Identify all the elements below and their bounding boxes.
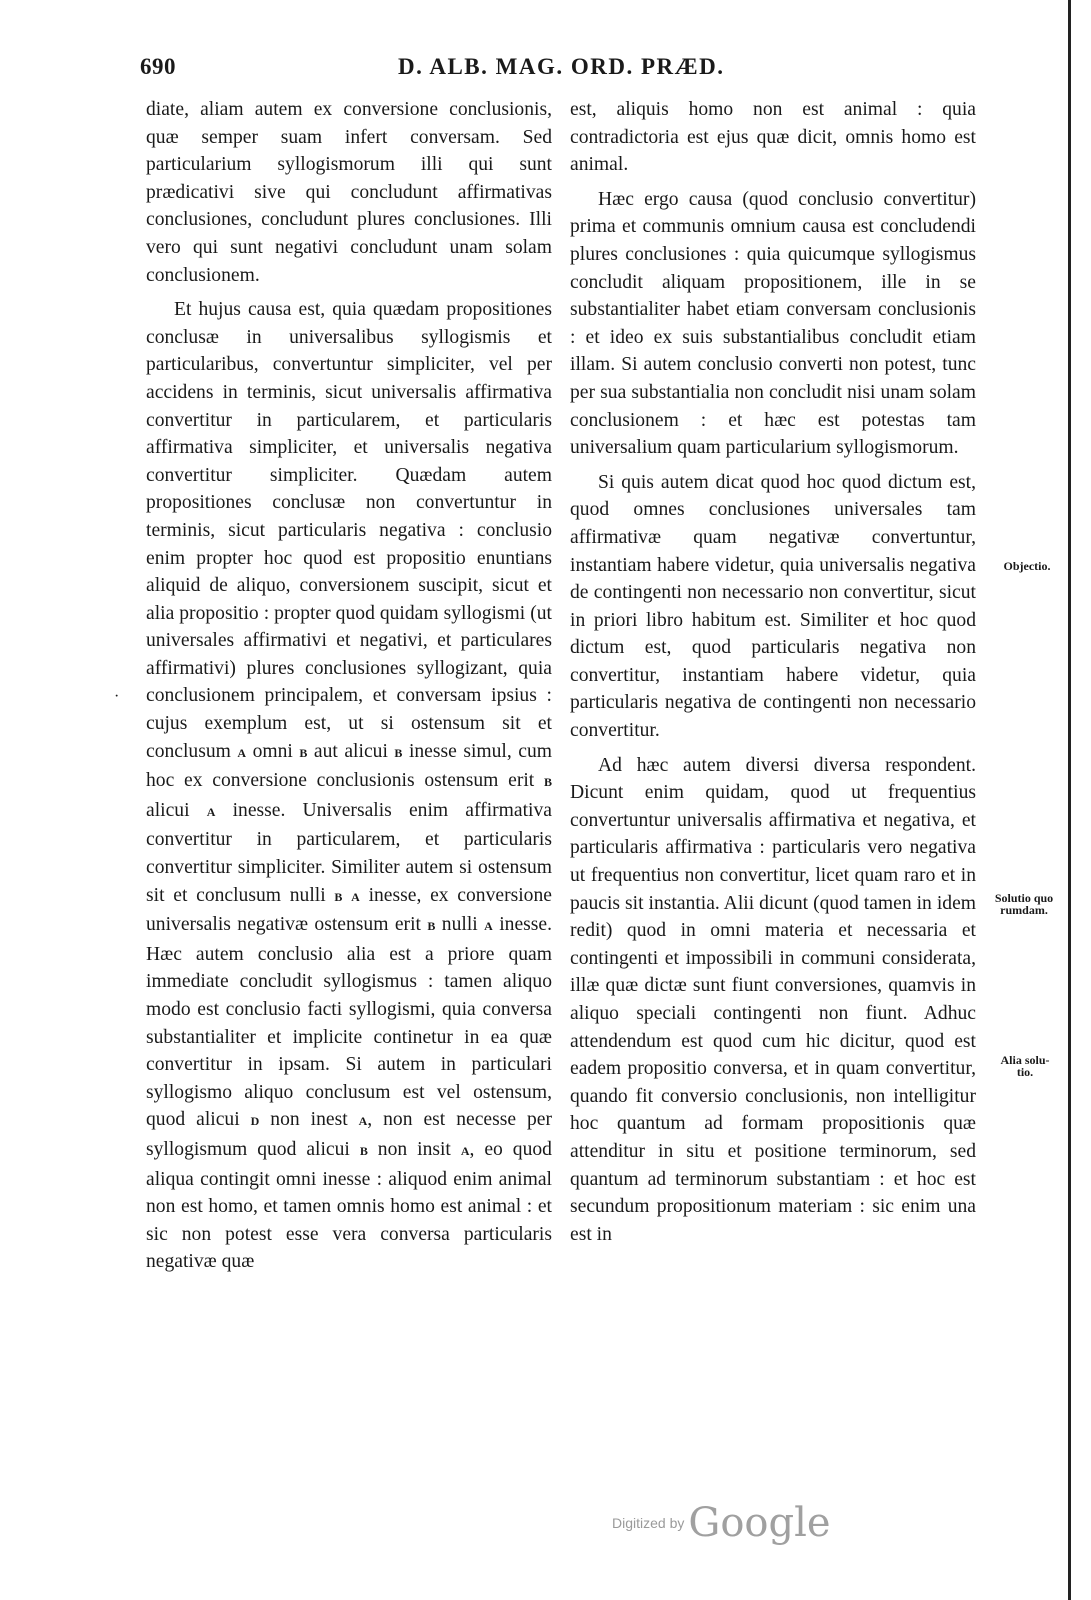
letter-b: B	[427, 919, 436, 934]
letter-a: A	[358, 1114, 368, 1129]
digitized-by-label: Digitized by	[612, 1515, 685, 1531]
letter-a: A	[237, 745, 247, 760]
margin-note-alia	[990, 1054, 1060, 1078]
letter-b: B	[359, 1143, 368, 1158]
running-head: D. ALB. MAG. ORD. PRÆD.	[398, 54, 725, 79]
margin-note-line: Alia solu-	[1000, 1053, 1050, 1067]
letter-a: A	[484, 919, 493, 934]
margin-note-objectio: Objectio.	[1003, 559, 1051, 573]
text-run: inesse simul, cum hoc ex conversione conclusionis ostensum erit	[146, 740, 553, 792]
letter-b: B	[299, 745, 308, 760]
margin-note-line: Solutio quo	[994, 891, 1054, 905]
text-run: non inest	[270, 1109, 348, 1131]
right-column	[570, 96, 976, 1255]
text-run: nulli	[441, 914, 478, 936]
margin-dot: ·	[114, 688, 120, 705]
text-run: inesse, ex conversione universalis negativæ ostensum erit	[146, 884, 552, 936]
text-run: alicui	[146, 799, 190, 821]
letter-b: B	[543, 775, 552, 790]
left-paragraph-1: diate, aliam autem ex conversione conclusionis, quæ semper suam infert conversam. Sed particularium syllogismorum illi qui sunt prædicativi sive qui concludunt affirmativas conclusiones, concludunt plures conclusiones. Illi vero qui sunt negativi concludunt unam solam conclusionem.	[146, 99, 552, 286]
right-paragraph-3: Ad hæc autem diversi diversa respondent. Dicunt enim quidam, quod ut frequentius convertuntur universalis affirmativa et negativa, et particularis affirmativa : particularis vero negativa ut frequentius non convertitur, licet quam raro et in paucis sit instantia. Alii dicunt (quod tamen in idem redit) quod in omni materia et necessaria et contingenti et impossibili in communi considerata, illæ quæ dictæ sunt fiunt conversiones, quamvis in aliquo speciali contingenti non fiunt. Adhuc attendendum est quod cum hic dicitur, quod est eadem propositio conversa, et in quam convertitur, quando fit conversio conclusionis, non intelligitur hoc quantum ad formam propositionis quæ attenditur in situ et positione terminorum, sed quantum ad terminorum substantiam : et hoc est secundum propositionum materiam : sic enim una est in	[570, 754, 976, 1245]
text-run: inesse. Universalis enim affirmativa convertitur in particularem, et particularis convertitur simpliciter. Similiter autem si ostensum sit et conclusum nulli	[146, 799, 552, 906]
right-paragraph-1: Hæc ergo causa (quod conclusio convertitur) prima et communis omnium causa est concludendi plures conclusiones : quia quicumque syllogismus concludit aliquam propositionem, ille in se substantialiter habet etiam conversam conclusionis : et ideo ex suis substantialibus concludit etiam illam. Si autem conclusio converti non potest, tunc per sua substantialia non concludit nisi unam solam conclusionem : et hæc est potestas tam universalium quam particularium syllogismorum.	[570, 188, 976, 459]
margin-note-solutio	[978, 892, 1070, 916]
text-run: Et hujus causa est, quia quædam propositiones conclusæ in universalibus syllogismis et particularibus, convertuntur simpliciter, vel per accidens in terminis, sicut universalis affirmativa convertitur in particularem, et particularis affirmativa simpliciter, et universalis negativa convertitur simpliciter. Quædam autem propositiones conclusæ non convertuntur in terminis, sicut particularis negativa : conclusio enim propter hoc quod est propositio enuntians aliquid de aliquo, conversionem suscipit, sicut et alia propositio : propter quod quidam syllogismi (ut universales affirmativi et negativi, et particulares affirmativi) plures conclusiones syllogizant, quia conclusionem principalem, et conversam ipsius : cujus exemplum est, ut si ostensum sit et conclusum	[146, 299, 552, 762]
text-run: , non est necesse per syllogismum quod alicui	[146, 1109, 553, 1160]
letter-b: B	[394, 745, 403, 760]
letter-b: B	[334, 889, 343, 904]
left-paragraph-2	[146, 296, 552, 1276]
digitized-by-watermark	[612, 1500, 831, 1546]
letter-d: D	[250, 1114, 260, 1129]
left-column	[146, 96, 552, 1283]
page-number: 690	[140, 54, 176, 79]
text-run: inesse. Hæc autem conclusio alia est a priore quam immediate concludit syllogismus : tamen aliquo modo est conclusio facti syllogismi, quia conversa substantialiter et implicite continetur in ea quæ convertitur in ipsam. Si autem in particulari syllogismo aliquo conclusum est vel ostensum, quod alicui	[146, 914, 552, 1131]
text-run: non insit	[377, 1138, 451, 1160]
text-run: , eo quod aliqua contingit omni inesse : aliquod enim animal non est homo, et tamen omnis homo est animal : et sic non potest esse vera conversa particularis negativæ quæ	[146, 1138, 552, 1273]
letter-a: A	[206, 804, 216, 819]
right-paragraph-2: Si quis autem dicat quod hoc quod dictum est, quod omnes conclusiones universales tam affirmativæ quam negativæ convertuntur, instantiam habere videtur, quia universalis negativa de contingenti non necessario non convertitur, sicut in priori libro habitum est. Similiter et hoc quod dictum est, quod particularis negativa non convertitur, instantiam habere videtur, quia particularis negativa de contingenti non necessario convertitur.	[570, 471, 976, 742]
margin-note-line: rumdam.	[1000, 903, 1048, 917]
right-paragraph-0: est, aliquis homo non est animal : quia contradictoria est ejus quæ dicit, omnis homo est animal.	[570, 99, 976, 176]
letter-a: A	[460, 1143, 470, 1158]
letter-a: A	[351, 889, 360, 904]
page-edge-rule	[1068, 0, 1071, 1600]
text-run: omni	[252, 740, 293, 762]
text-run: aut alicui	[313, 740, 388, 762]
margin-note-line: tio.	[1016, 1065, 1034, 1079]
google-logo: Google	[688, 1500, 831, 1546]
